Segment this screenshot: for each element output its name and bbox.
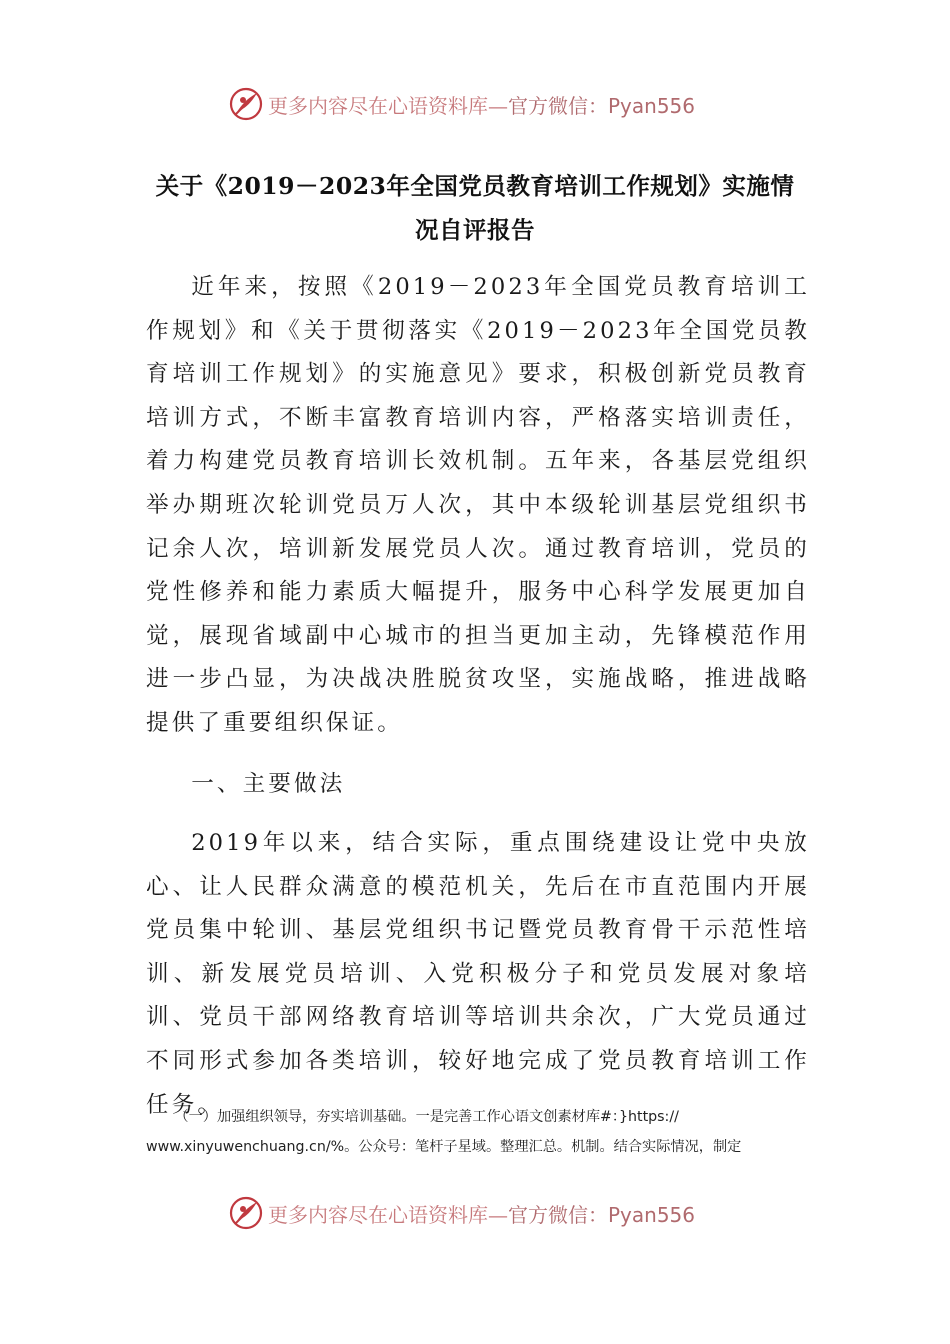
banner-wechat: 官方微信：Pyan556 <box>508 1202 696 1227</box>
body-paragraph-practices: 2019年以来，结合实际，重点围绕建设让党中央放心、让人民群众满意的模范机关，先后在市直范围内开展党员集中轮训、基层党组织书记暨党员教育骨干示范性培训、新发展党员培训、入党积极分子和党员发展对象培训、党员干部网络教育培训等培训共余次，广大党员通过不同形式参加各类培训，较好地完成了党员教育培训工作任务。 <box>146 830 810 1118</box>
banner-wechat: 官方微信：Pyan556 <box>508 93 696 118</box>
body-paragraph-intro: 近年来，按照《2019－2023年全国党员教育培训工作规划》和《关于贯彻落实《2019－2023年全国党员教育培训工作规划》的实施意见》要求，积极创新党员教育培训方式，不断丰富教育培训内容，严格落实培训责任，着力构建党员教育培训长效机制。五年来，各基层党组织举办期班次轮训党员万人次，其中本级轮训基层党组织书记余人次，培训新发展党员人次。通过教育培训，党员的党性修养和能力素质大幅提升，服务中心科学发展更加自觉，展现省域副中心城市的担当更加主动，先锋模范作用进一步凸显，为决战决胜脱贫攻坚，实施战略，推进战略提供了重要组织保证。 <box>146 274 810 736</box>
document-title-line1: 关于《2019－2023年全国党员教育培训工作规划》实施情 <box>155 172 795 200</box>
small-text-line1: （一）加强组织领导，夯实培训基础。一是完善工作心语文创素材库#：}https:// <box>174 1109 679 1125</box>
document-title-line2: 况自评报告 <box>415 216 535 244</box>
header-banner <box>228 84 728 124</box>
quill-logo-icon <box>228 1195 264 1231</box>
quill-logo-icon <box>228 86 264 122</box>
banner-text: 更多内容尽在心语资料库—官方微信：Pyan556 <box>268 1202 696 1227</box>
footer-banner <box>228 1193 728 1233</box>
banner-text: 更多内容尽在心语资料库—官方微信：Pyan556 <box>268 93 696 118</box>
section-heading-main-practices: 一、主要做法 <box>191 771 346 797</box>
small-text-line2: www.xinyuwenchuang.cn/%。公众号：笔杆子星域。整理汇总。机制。结合实际情况，制定 <box>146 1139 742 1155</box>
